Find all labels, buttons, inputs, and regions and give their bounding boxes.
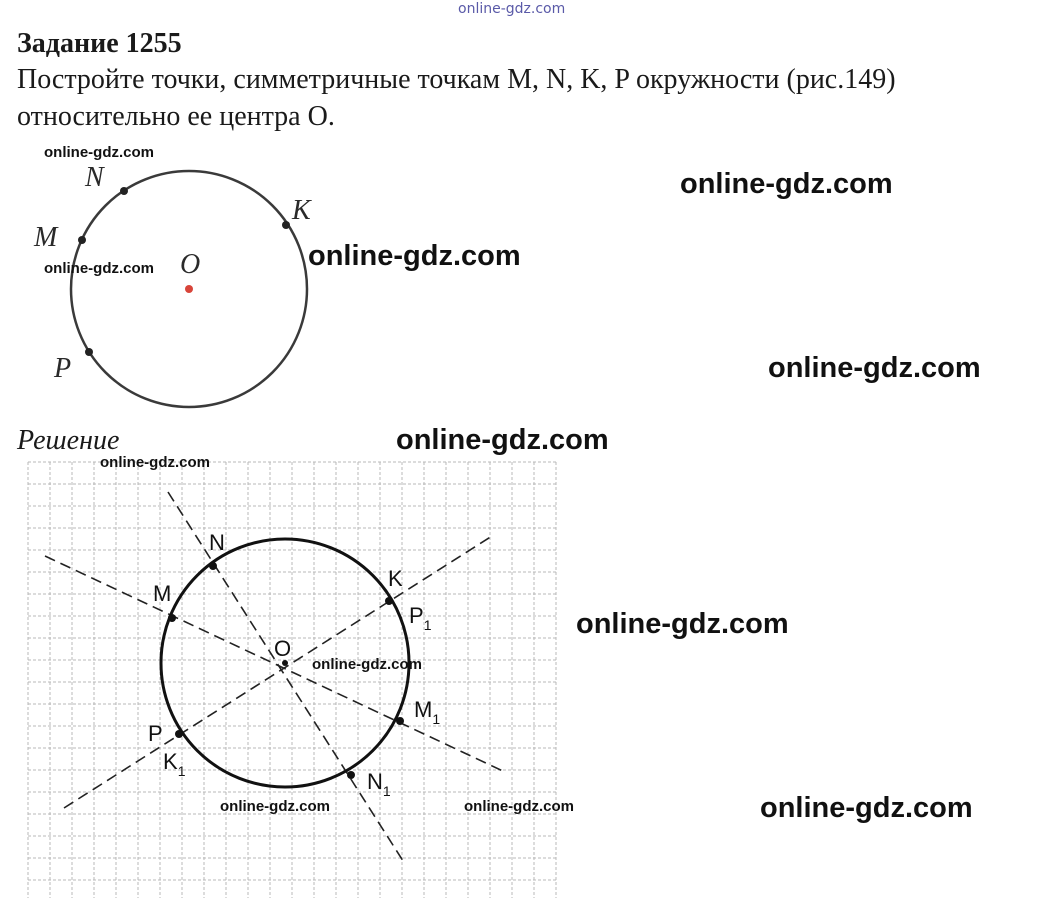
watermark: online-gdz.com: [576, 608, 789, 640]
site-watermark-top: online-gdz.com: [458, 1, 566, 17]
point-m1: [396, 717, 404, 725]
figure1-label-o: O: [180, 249, 201, 280]
point-k-p1: [385, 597, 393, 605]
line-m-m1: [45, 556, 505, 772]
watermark: online-gdz.com: [220, 798, 330, 815]
figure1-label-k: K: [292, 195, 311, 226]
watermark: online-gdz.com: [44, 144, 154, 161]
figure1-label-n: N: [85, 162, 104, 193]
watermark: online-gdz.com: [464, 798, 574, 815]
label-n1: $N_1$: [367, 769, 391, 799]
watermark: online-gdz.com: [312, 656, 422, 673]
watermark: online-gdz.com: [768, 352, 981, 384]
watermark: online-gdz.com: [44, 260, 154, 277]
label-m1: $M_1$: [414, 697, 441, 727]
watermark: online-gdz.com: [760, 792, 973, 824]
figure1-label-p: P: [54, 353, 72, 384]
label-p: P: [148, 721, 163, 746]
task-title: Задание 1255: [17, 28, 182, 59]
label-m: M: [153, 581, 172, 606]
point-n: [209, 562, 217, 570]
label-o: O: [274, 636, 292, 661]
solution-heading: Решение: [17, 425, 120, 456]
watermark: online-gdz.com: [308, 240, 521, 272]
watermark: online-gdz.com: [680, 168, 893, 200]
task-text-line-1: Постройте точки, симметричные точкам M, N, K, P окружности (рис.149): [17, 64, 896, 95]
watermark: online-gdz.com: [100, 454, 210, 471]
label-k: K: [388, 566, 403, 591]
point-m: [168, 614, 176, 622]
point-p-k1: [175, 730, 183, 738]
watermark: online-gdz.com: [396, 424, 609, 456]
figure1-label-m: M: [34, 222, 58, 253]
grid-paper: [28, 462, 556, 898]
label-n: N: [209, 530, 225, 555]
point-n1: [347, 771, 355, 779]
label-k1: $K_1$: [163, 749, 186, 779]
line-k-k1: [64, 536, 492, 808]
task-text-line-2: относительно ее центра O.: [17, 101, 335, 132]
label-p1: $P_1$: [409, 603, 432, 633]
